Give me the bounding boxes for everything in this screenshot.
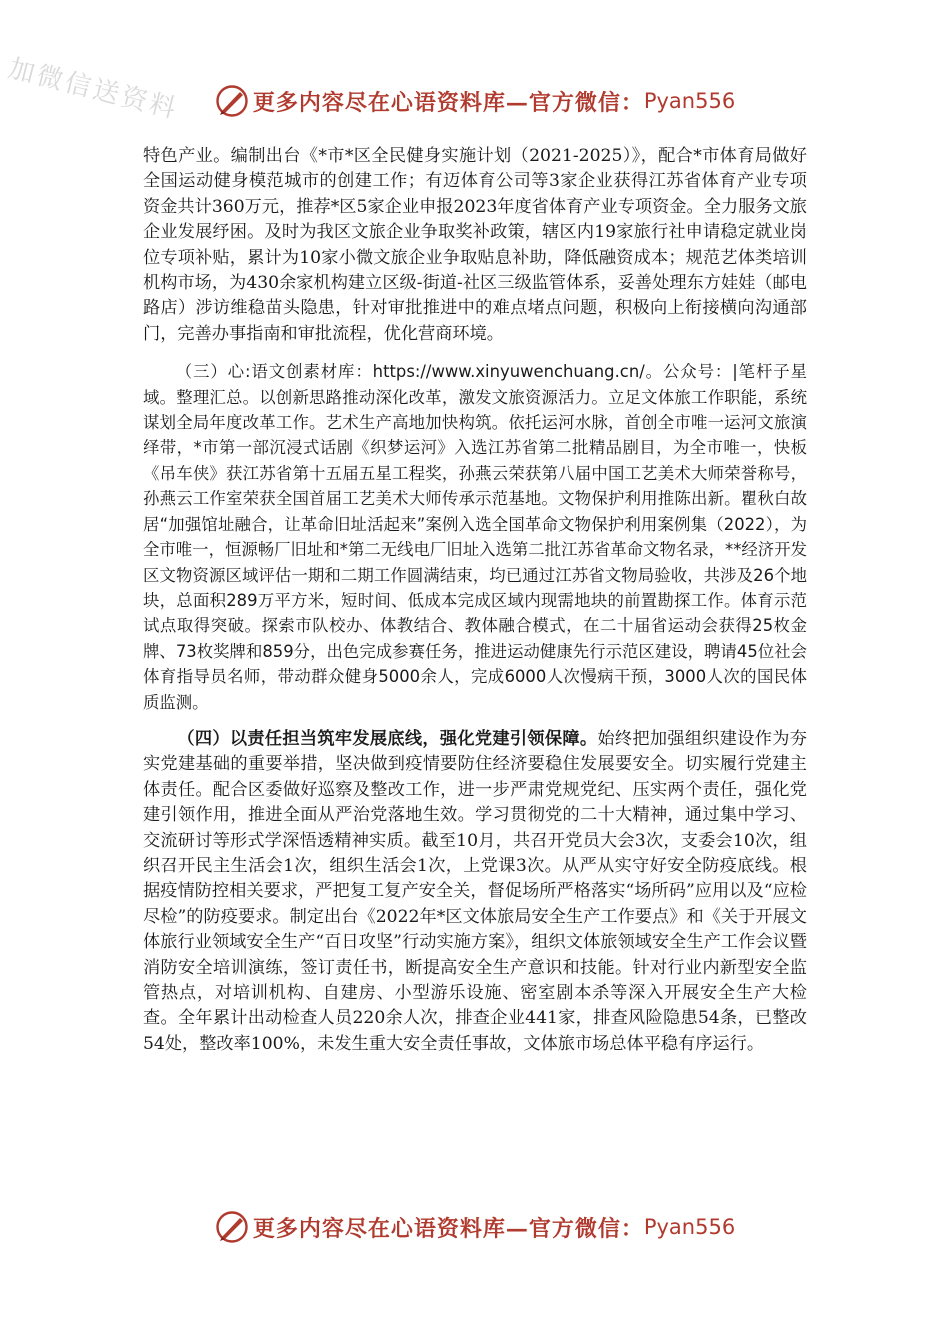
header-banner (0, 84, 950, 118)
paragraph-3 (143, 727, 807, 1057)
paragraph-1 (143, 144, 807, 347)
banner-text: 更多内容尽在心语资料库—官方微信： (252, 89, 644, 116)
banner-text: 更多内容尽在心语资料库—官方微信： (252, 1215, 644, 1242)
paragraph-3-body: 始终把加强组织建设作为夯实党建基础的重要举措，坚决做到疫情要防住经济要稳住发展要安全。切实履行党建主体责任。配合区委做好巡察及整改工作，进一步严肃党规党纪、压实两个责任，强化党建引领作用，推进全面从严治党落地生效。学习贯彻党的二十大精神，通过集中学习、交流研讨等形式学深悟透精神实质。截至10月，共召开党员大会3次，支委会10次，组织召开民主生活会1次，组织生活会1次，上党课3次。从严从实守好安全防疫底线。根据疫情防控相关要求，严把复工复产安全关，督促场所严格落实“场所码”应用以及“应检尽检”的防疫要求。制定出台《2022年*区文体旅局安全生产工作要点》和《关于开展文体旅行业领域安全生产“百日攻坚”行动实施方案》，组织文体旅领域安全生产工作会议暨消防安全培训演练，签订责任书，断提高安全生产意识和技能。针对行业内新型安全监管热点，对培训机构、自建房、小型游乐设施、密室剧本杀等深入开展安全生产大检查。全年累计出动检查人员220余人次，排查企业441家，排查风险隐患54条，已整改54处，整改率100%，未发生重大安全责任事故，文体旅市场总体平稳有序运行。 (143, 728, 807, 1054)
paragraph-3-lead: （四）以责任担当筑牢发展底线，强化党建引领保障。 (177, 728, 598, 749)
banner-contact: Pyan556 (643, 89, 736, 113)
pen-logo-icon (215, 1210, 249, 1244)
pen-logo-icon (215, 84, 249, 118)
paragraph-1-body: 特色产业。编制出台《*市*区全民健身实施计划（2021-2025）》，配合*市体育局做好全国运动健身模范城市的创建工作；有迈体育公司等3家企业获得江苏省体育产业专项资金共计360万元，推荐*区5家企业申报2023年度省体育产业专项资金。全力服务文旅企业发展纾困。及时为我区文旅企业争取奖补政策，辖区内19家旅行社申请稳定就业岗位专项补贴，累计为10家小微文旅企业争取贴息补助，降低融资成本；规范艺体类培训机构市场，为430余家机构建立区级-街道-社区三级监管体系，妥善处理东方娃娃（邮电路店）涉访维稳苗头隐患，针对审批推进中的难点堵点问题，积极向上衔接横向沟通部门，完善办事指南和审批流程，优化营商环境。 (143, 146, 807, 344)
banner-contact: Pyan556 (643, 1215, 736, 1239)
paragraph-2-body: （三）心:语文创素材库：https://www.xinyuwenchuang.cn/。公众号：|笔杆子星域。整理汇总。以创新思路推动深化改革，激发文旅资源活力。立足文体旅工作职能，系统谋划全局年度改革工作。艺术生产高地加快构筑。依托运河水脉，首创全市唯一运河文旅演绎带，*市第一部沉浸式话剧《织梦运河》入选江苏省第二批精品剧目，为全市唯一，快板《吊车侠》获江苏省第十五届五星工程奖，孙燕云荣获第八届中国工艺美术大师荣誉称号，孙燕云工作室荣获全国首届工艺美术大师传承示范基地。文物保护利用推陈出新。瞿秋白故居“加强馆址融合，让革命旧址活起来”案例入选全国革命文物保护利用案例集（2022），为全市唯一，恒源畅厂旧址和*第二无线电厂旧址入选第二批江苏省革命文物名录，**经济开发区文物资源区域评估一期和二期工作圆满结束，均已通过江苏省文物局验收，共涉及26个地块，总面积289万平方米，短时间、低成本完成区域内现需地块的前置勘探工作。体育示范试点取得突破。探索市队校办、体教结合、教体融合模式，在二十届省运动会获得25枚金牌、73枚奖牌和859分，出色完成参赛任务，推进运动健康先行示范区建设，聘请45位社会体育指导员名师，带动群众健身5000余人，完成6000人次慢病干预，3000人次的国民体质监测。 (143, 362, 807, 712)
watermark-text: 加微信送资料 (5, 53, 182, 126)
paragraph-2 (143, 359, 807, 715)
footer-banner (0, 1210, 950, 1244)
document-body (143, 144, 807, 1057)
